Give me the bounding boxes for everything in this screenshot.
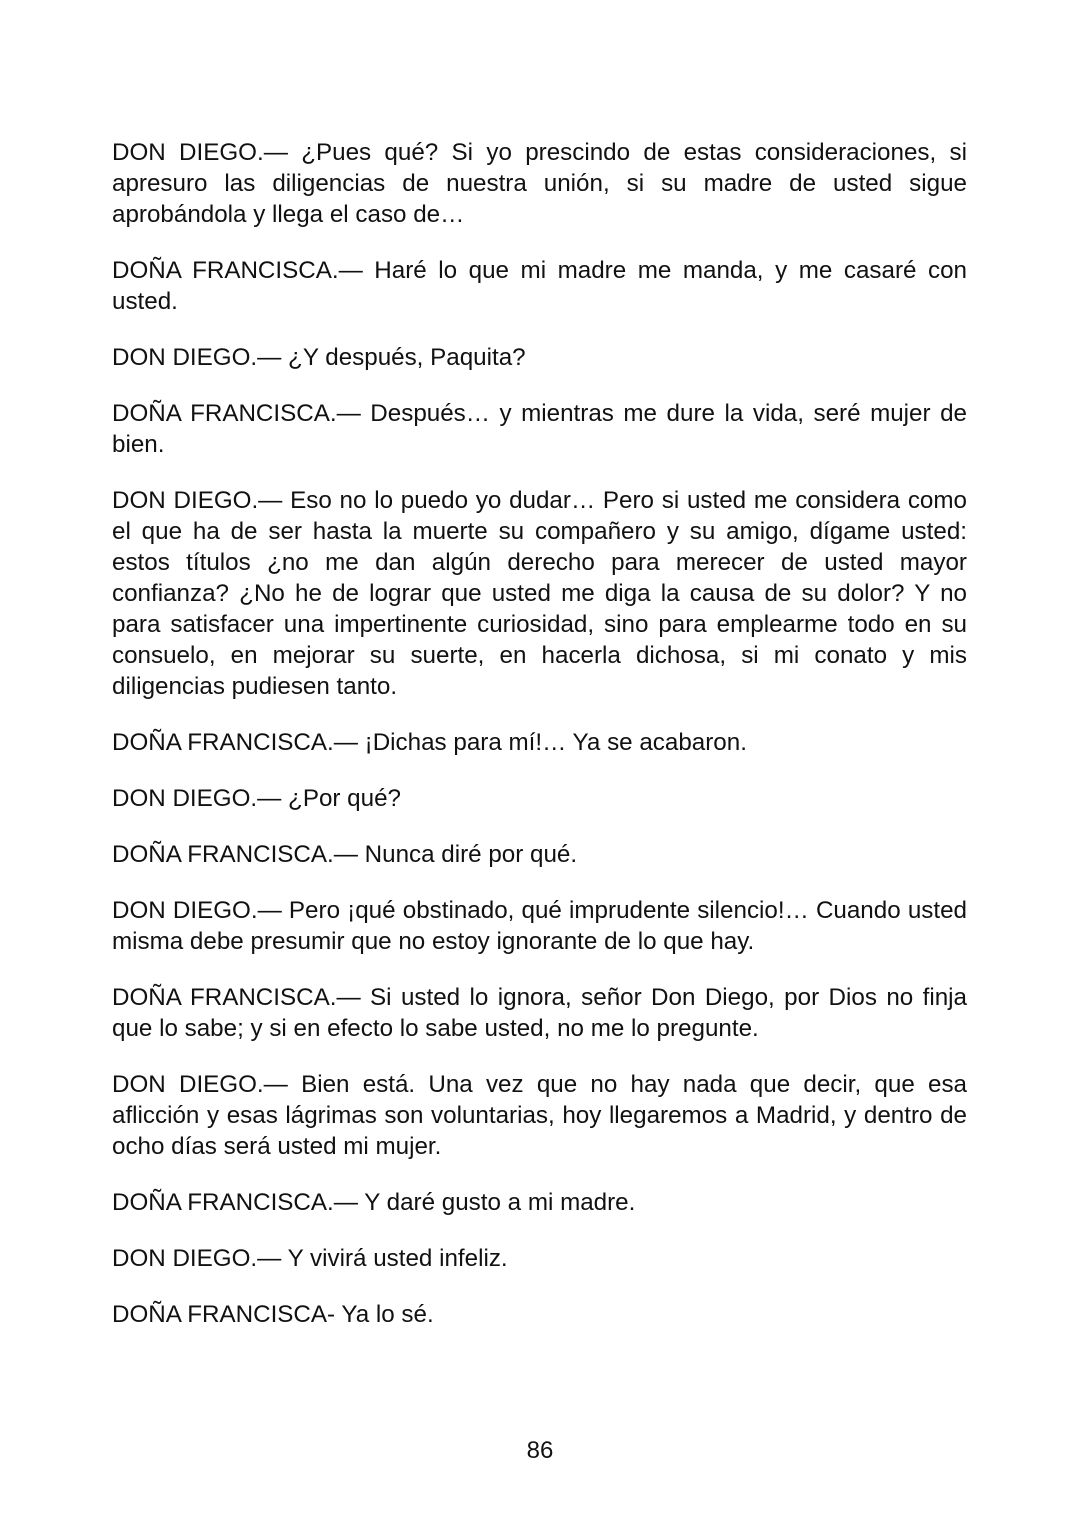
dialogue-text: Ya lo sé. (335, 1301, 434, 1328)
speaker-name: DOÑA FRANCISCA.— (112, 729, 358, 756)
dialogue-text: Haré lo que mi madre me manda, y me casaré con usted. (112, 257, 967, 315)
dialogue-text: ¿Por qué? (281, 785, 401, 812)
dialogue-text: Después… y mientras me dure la vida, seré mujer de bien. (112, 400, 968, 458)
dialogue-text: Nunca diré por qué. (357, 841, 578, 868)
dialogue-paragraph (112, 255, 967, 317)
speaker-name: DOÑA FRANCISCA.— (112, 1189, 358, 1216)
dialogue-paragraph (112, 398, 967, 460)
dialogue-paragraph (112, 727, 967, 758)
speaker-name: DON DIEGO.— (112, 897, 282, 924)
dialogue-paragraph (112, 1069, 967, 1162)
speaker-name: DON DIEGO.— (112, 1245, 282, 1272)
dialogue-text: ¿Y después, Paquita? (281, 344, 526, 371)
dialogue-paragraph (112, 1187, 967, 1218)
dialogue-text: ¡Dichas para mí!… Ya se acabaron. (357, 729, 747, 756)
dialogue-paragraph (112, 342, 967, 373)
speaker-name: DOÑA FRANCISCA.— (112, 841, 358, 868)
dialogue-paragraph (112, 895, 967, 957)
dialogue-paragraph (112, 1243, 967, 1274)
dialogue-text: Bien está. Una vez que no hay nada que decir, que esa aflicción y esas lágrimas son voluntarias, hoy llegaremos a Madrid, y dentro de ocho días será usted mi mujer. (112, 1071, 968, 1160)
dialogue-text: Eso no lo puedo yo dudar… Pero si usted me considera como el que ha de ser hasta la muerte su compañero y su amigo, dígame usted: estos títulos ¿no me dan algún derecho para merecer de usted mayor confianza? ¿No he de lograr que usted me diga la causa de su dolor? Y no para satisfacer una impertinente curiosidad, sino para emplearme todo en su consuelo, en mejorar su suerte, en hacerla dichosa, si mi conato y mis diligencias pudiesen tanto. (112, 487, 967, 700)
dialogue-text: Y daré gusto a mi madre. (357, 1189, 636, 1216)
dialogue-paragraph (112, 982, 967, 1044)
speaker-name: DOÑA FRANCISCA- (112, 1301, 336, 1328)
dialogue-text: ¿Pues qué? Si yo prescindo de estas consideraciones, si apresuro las diligencias de nuestra unión, si su madre de usted sigue aprobándola y llega el caso de… (112, 139, 967, 228)
speaker-name: DON DIEGO.— (112, 785, 282, 812)
speaker-name: DON DIEGO.— (112, 139, 288, 166)
speaker-name: DOÑA FRANCISCA.— (112, 257, 363, 284)
speaker-name: DOÑA FRANCISCA.— (112, 400, 361, 427)
dialogue-text: Pero ¡qué obstinado, qué imprudente silencio!… Cuando usted misma debe presumir que no estoy ignorante de lo que hay. (112, 897, 967, 955)
page-number: 86 (526, 1437, 554, 1464)
dialogue-paragraph (112, 485, 967, 702)
dialogue-text: Si usted lo ignora, señor Don Diego, por Dios no finja que lo sabe; y si en efecto lo sabe usted, no me lo pregunte. (112, 984, 968, 1042)
dialogue-paragraph (112, 137, 967, 230)
speaker-name: DON DIEGO.— (112, 487, 283, 514)
speaker-name: DON DIEGO.— (112, 1071, 288, 1098)
dialogue-paragraph (112, 1299, 967, 1330)
dialogue-text: Y vivirá usted infeliz. (281, 1245, 508, 1272)
dialogue-paragraph (112, 783, 967, 814)
speaker-name: DON DIEGO.— (112, 344, 282, 371)
document-page (112, 137, 967, 1355)
dialogue-paragraph (112, 839, 967, 870)
speaker-name: DOÑA FRANCISCA.— (112, 984, 361, 1011)
